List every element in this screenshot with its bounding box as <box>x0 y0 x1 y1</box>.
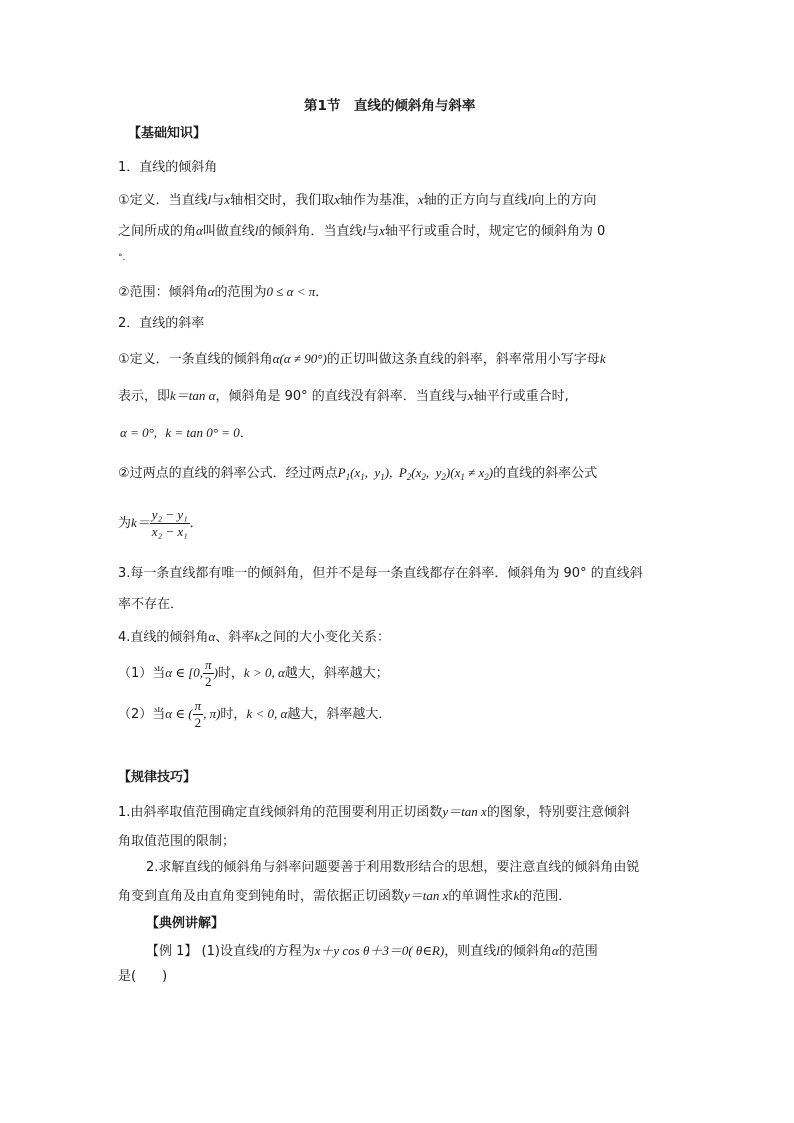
range-line: ②范围：倾斜角α的范围为0 ≤ α < π． <box>118 284 329 300</box>
rule-1-line-1: 1.由斜率取值范围确定直线倾斜角的范围要利用正切函数y＝tan x的图象，特别要注意倾斜 <box>118 804 630 820</box>
section-heading-examples: 【典例讲解】 <box>146 916 225 931</box>
definition-line-3: °． <box>118 253 132 263</box>
slope-definition-line-2: 表示，即k＝tan α，倾斜角是 90° 的直线没有斜率．当直线与x轴平行或重合时, <box>118 388 569 404</box>
section-heading-rules: 【规律技巧】 <box>118 770 197 785</box>
case-1-line: （1）当α ∈ [0, $\frac{\pi}{2}$ )时，k > 0, α越大，斜率越大； <box>118 657 389 689</box>
rule-2-line-1: 2.求解直线的倾斜角与斜率问题要善于利用数形结合的思想，要注意直线的倾斜角由锐 <box>146 860 640 875</box>
slope-fraction: $\frac{\text{y₂ − y₁}}{\text{x₂ − x₁}}$ <box>151 507 188 539</box>
case-2-line: （2）当α ∈ ( $\frac{\pi}{2}$ , π)时，k < 0, α越大，斜率越大． <box>118 698 392 730</box>
point-3-line-2: 率不存在． <box>118 597 184 612</box>
example-1-line-1: 【例 1】 (1)设直线l的方程为x＋y cos θ＋3＝0( θ∈R)，则直线l的倾斜角α的范围 <box>146 943 598 959</box>
rule-1-line-2: 角取值范围的限制； <box>118 834 236 849</box>
subheading-slope: 2．直线的斜率 <box>118 316 205 331</box>
point-4-line: 4.直线的倾斜角α、斜率k之间的大小变化关系： <box>118 629 391 645</box>
two-point-formula-line: ②过两点的直线的斜率公式．经过两点$P_1(x_1$, $y_1$), $P_2(x_2$, $y_2)(x_1 \ne x_2)$的直线的斜率公式 <box>118 465 598 482</box>
subheading-inclination: 1．直线的倾斜角 <box>118 160 218 175</box>
definition-line-2: 之间所成的角α叫做直线l的倾斜角．当直线l与x轴平行或重合时，规定它的倾斜角为 0 <box>118 223 606 239</box>
slope-definition-line-1: ①定义．一条直线的倾斜角α(α ≠ 90°)的正切叫做这条直线的斜率，斜率常用小写字母k <box>118 351 606 367</box>
slope-formula: 为k＝ $\frac{\text{y₂ − y₁}}{\text{x₂ − x₁}}$ ． <box>118 507 203 539</box>
definition-line-1: ①定义．当直线l与x轴相交时，我们取x轴作为基准，x轴的正方向与直线l向上的方向 <box>118 192 597 208</box>
point-3-line-1: 3.每一条直线都有唯一的倾斜角，但并不是每一条直线都存在斜率．倾斜角为 90° 的直线斜 <box>118 566 643 581</box>
page-title: 第1节 直线的倾斜角与斜率 <box>304 98 476 114</box>
section-heading-basic: 【基础知识】 <box>128 126 207 141</box>
example-1-line-2: 是( ) <box>118 969 168 984</box>
slope-zero-line: α = 0°, k = tan 0° = 0． <box>120 425 253 441</box>
rule-2-line-2: 角变到直角及由直角变到钝角时，需依据正切函数y＝tan x的单调性求k的范围． <box>118 888 572 904</box>
